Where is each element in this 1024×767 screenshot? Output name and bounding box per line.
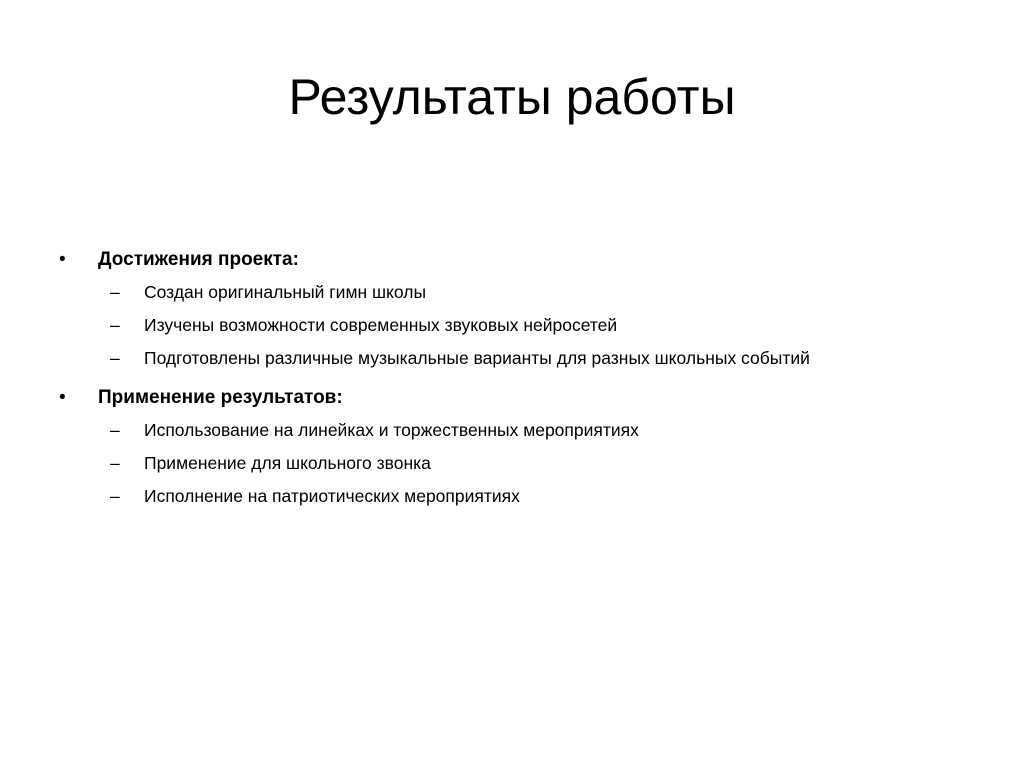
bullet-icon: •: [59, 249, 66, 270]
list-item-text: Изучены возможности современных звуковых нейросетей: [144, 315, 618, 335]
section-achievements: [56, 243, 976, 375]
dash-icon: –: [110, 282, 120, 302]
list-item: [56, 414, 976, 447]
section-applications: [56, 381, 976, 513]
slide-title: Результаты работы: [288, 69, 736, 125]
dash-icon: –: [110, 486, 120, 506]
list-item: [56, 342, 976, 375]
sub-list: [56, 276, 976, 375]
dash-icon: –: [110, 315, 120, 335]
section-heading: [56, 243, 976, 276]
dash-icon: –: [110, 348, 120, 368]
section-heading-text: Применение результатов:: [98, 387, 343, 408]
dash-icon: –: [110, 420, 120, 440]
slide-content: [56, 243, 976, 513]
list-item-text: Создан оригинальный гимн школы: [144, 282, 427, 302]
section-heading: [56, 381, 976, 414]
list-item: [56, 480, 976, 513]
bullet-icon: •: [59, 387, 66, 408]
list-item-text: Использование на линейках и торжественных мероприятиях: [144, 420, 639, 440]
list-item-text: Исполнение на патриотических мероприятиях: [144, 486, 520, 506]
list-item: [56, 447, 976, 480]
list-item-text: Применение для школьного звонка: [144, 453, 431, 473]
list-item-text: Подготовлены различные музыкальные варианты для разных школьных событий: [144, 348, 810, 368]
dash-icon: –: [110, 453, 120, 473]
list-item: [56, 309, 976, 342]
section-heading-text: Достижения проекта:: [98, 249, 299, 270]
list-item: [56, 276, 976, 309]
sub-list: [56, 414, 976, 513]
